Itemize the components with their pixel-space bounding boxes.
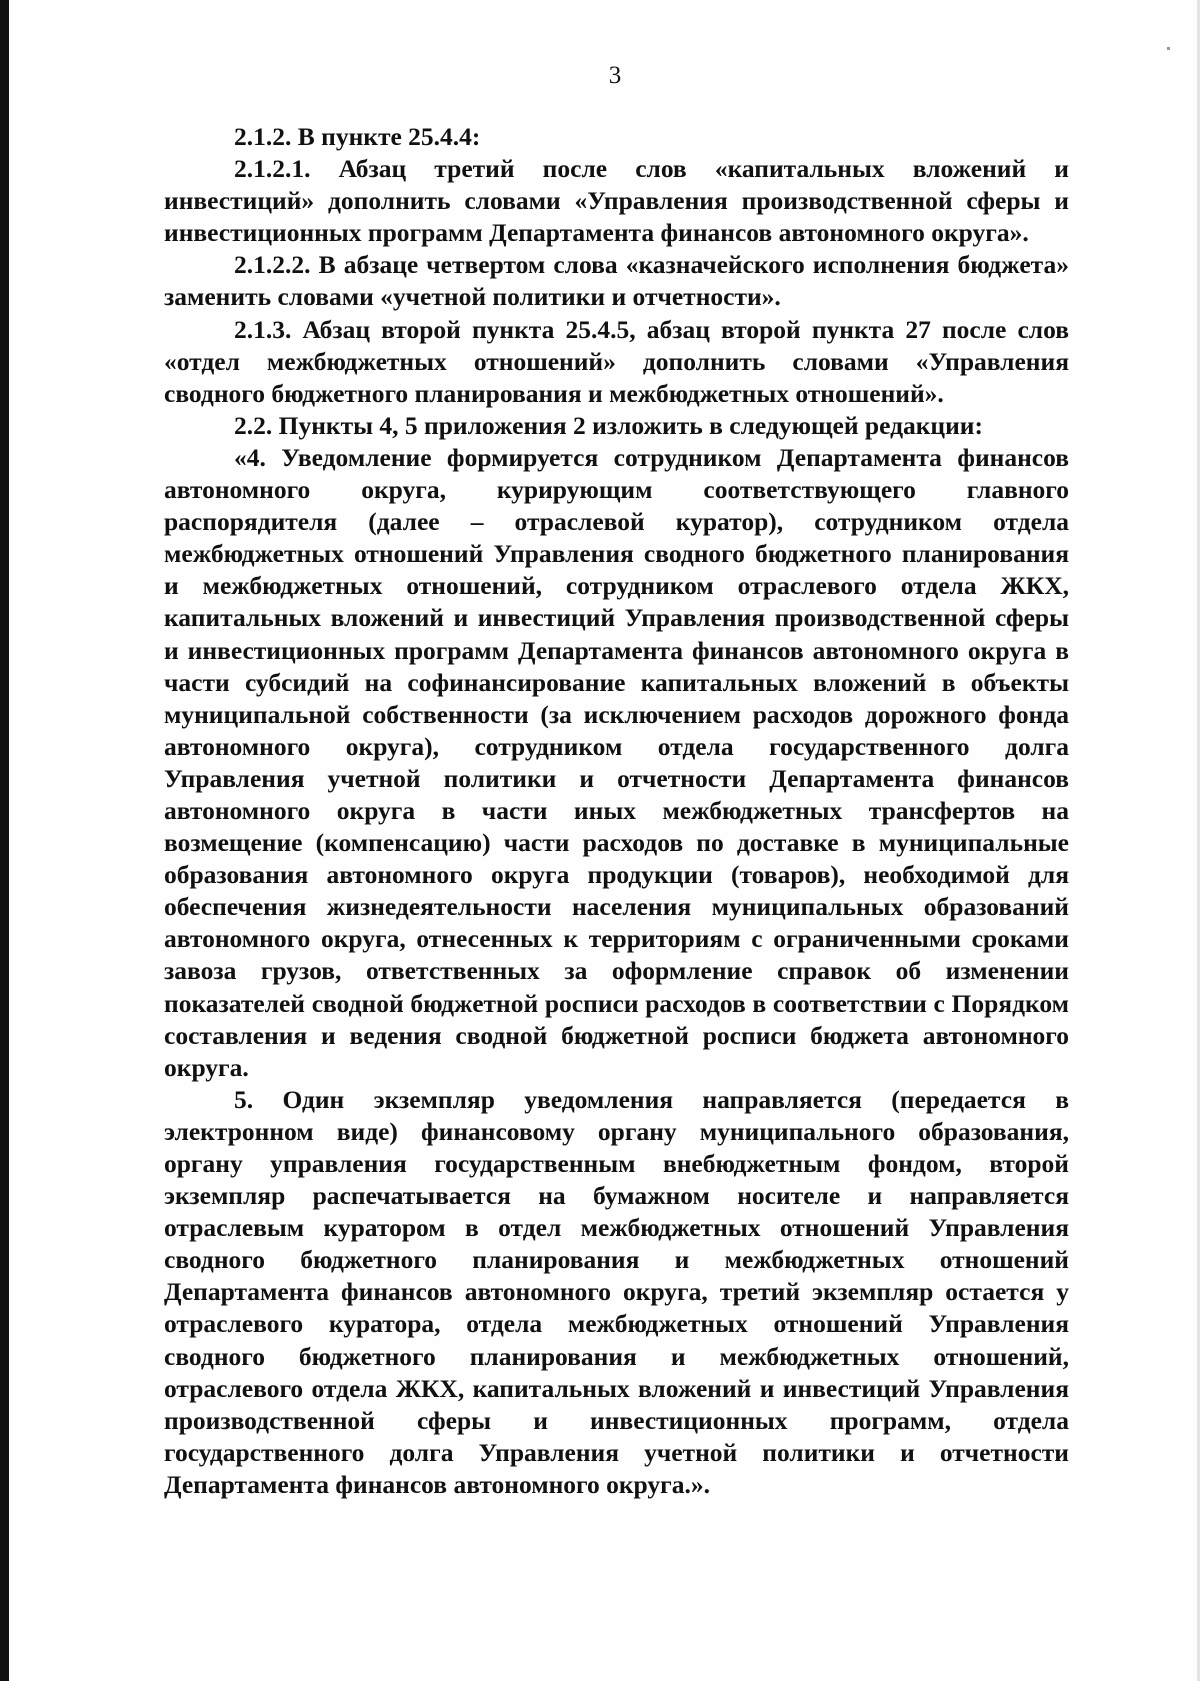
document-body [164, 121, 1069, 1501]
scan-speck [1167, 47, 1170, 50]
scan-edge-left [0, 0, 9, 1681]
paragraph-item-5: 5. Один экземпляр уведомления направляется (передается в электронном виде) финансовому органу муниципального образования, органу управления государственным внебюджетным фондом, второй экземпляр распечатывается на бумажном носителе и направляется отраслевым куратором в отдел межбюджетных отношений Управления сводного бюджетного планирования и межбюджетных отношений Департамента финансов автономного округа, третий экземпляр остается у отраслевого куратора, отдела межбюджетных отношений Управления сводного бюджетного планирования и межбюджетных отношений, отраслевого отдела ЖКХ, капитальных вложений и инвестиций Управления производственной сферы и инвестиционных программ, отдела государственного долга Управления учетной политики и отчетности Департамента финансов автономного округа.». [164, 1084, 1069, 1499]
paragraph-item-4: «4. Уведомление формируется сотрудником Департамента финансов автономного округа, курирующим соответствующего главного распорядителя (далее – отраслевой куратор), сотрудником отдела межбюджетных отношений Управления сводного бюджетного планирования и межбюджетных отношений, сотрудником отраслевого отдела ЖКХ, капитальных вложений и инвестиций Управления производственной сферы и инвестиционных программ Департамента финансов автономного округа в части субсидий на софинансирование капитальных вложений в объекты муниципальной собственности (за исключением расходов дорожного фонда автономного округа), сотрудником отдела государственного долга Управления учетной политики и отчетности Департамента финансов автономного округа в части иных межбюджетных трансфертов на возмещение (компенсацию) части расходов по доставке в муниципальные образования автономного округа продукции (товаров), необходимой для обеспечения жизнедеятельности населения муниципальных образований автономного округа, отнесенных к территориям с ограниченными сроками завоза грузов, ответственных за оформление справок об изменении показателей сводной бюджетной росписи расходов в соответствии с Порядком составления и ведения сводной бюджетной росписи бюджета автономного округа. [164, 442, 1069, 1082]
paragraph-2-1-3: 2.1.3. Абзац второй пункта 25.4.5, абзац второй пункта 27 после слов «отдел межбюджетных отношений» дополнить словами «Управления сводного бюджетного планирования и межбюджетных отношений». [164, 314, 1069, 408]
paragraph-2-1-2-2: 2.1.2.2. В абзаце четвертом слова «казначейского исполнения бюджета» заменить словами «учетной политики и отчетности». [164, 250, 1069, 312]
paragraph-2-1-2: 2.1.2. В пункте 25.4.4: [234, 122, 481, 151]
paragraph-2-1-2-1: 2.1.2.1. Абзац третий после слов «капитальных вложений и инвестиций» дополнить словами «Управления производственной сферы и инвестиционных программ Департамента финансов автономного округа». [164, 154, 1069, 248]
page-number: 3 [608, 62, 622, 89]
paragraph-2-2: 2.2. Пункты 4, 5 приложения 2 изложить в следующей редакции: [234, 410, 983, 440]
